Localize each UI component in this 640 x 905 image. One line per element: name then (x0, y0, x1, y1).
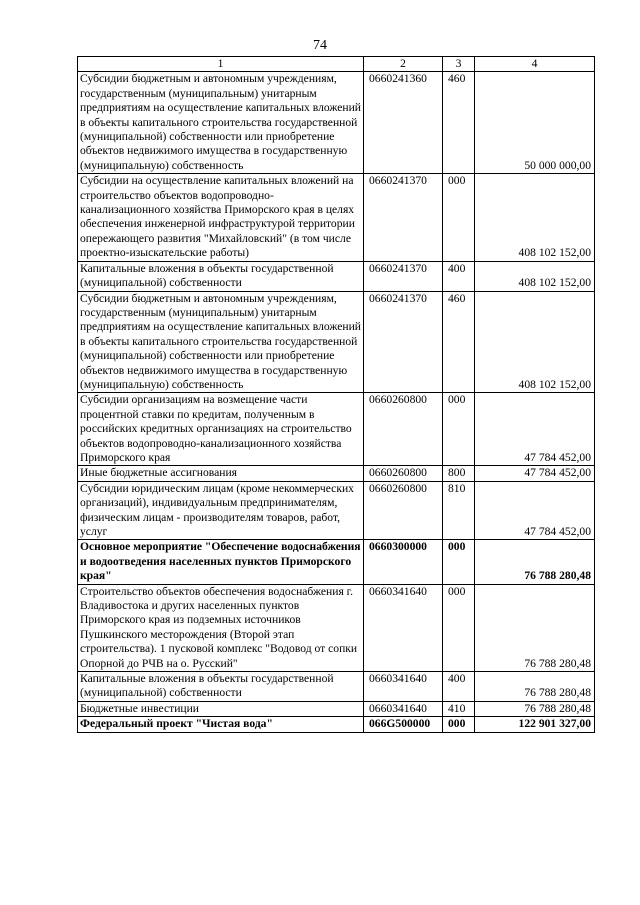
table-row (78, 672, 595, 702)
row-type-cell: 000 (443, 174, 475, 261)
row-code-cell: 0660341640 (364, 584, 443, 671)
column-header-sum: 4 (475, 57, 595, 72)
row-type-cell: 460 (443, 72, 475, 174)
row-sum-cell: 76 788 280,48 (475, 540, 595, 584)
row-sum-cell: 408 102 152,00 (475, 291, 595, 393)
table-row (78, 584, 595, 671)
row-sum-cell: 47 784 452,00 (475, 481, 595, 540)
table-row (78, 261, 595, 291)
row-sum-cell: 76 788 280,48 (475, 672, 595, 702)
row-name-cell: Иные бюджетные ассигнования (78, 466, 364, 481)
row-type-cell: 000 (443, 717, 475, 732)
table-row (78, 540, 595, 584)
budget-table (77, 56, 595, 733)
page-number: 74 (313, 38, 327, 53)
row-name-cell: Капитальные вложения в объекты государственной (муниципальной) собственности (78, 261, 364, 291)
table-row (78, 481, 595, 540)
row-sum-cell: 408 102 152,00 (475, 174, 595, 261)
row-name-cell: Бюджетные инвестиции (78, 701, 364, 716)
row-type-cell: 400 (443, 672, 475, 702)
row-name-cell: Субсидии на осуществление капитальных вложений на строительство объектов водопроводно-канализационного хозяйства Приморского края в целях обеспечения инженерной инфраструктурой территории опережающего развития "Михайловский" (в том числе проектно-изыскательские работы) (78, 174, 364, 261)
row-type-cell: 000 (443, 584, 475, 671)
table-row (78, 466, 595, 481)
row-sum-cell: 408 102 152,00 (475, 261, 595, 291)
row-sum-cell: 76 788 280,48 (475, 701, 595, 716)
row-sum-cell: 50 000 000,00 (475, 72, 595, 174)
row-sum-cell: 47 784 452,00 (475, 393, 595, 466)
column-header-type: 3 (443, 57, 475, 72)
row-code-cell: 0660241370 (364, 291, 443, 393)
column-header-name: 1 (78, 57, 364, 72)
row-code-cell: 0660300000 (364, 540, 443, 584)
row-name-cell: Федеральный проект "Чистая вода" (78, 717, 364, 732)
row-code-cell: 066G500000 (364, 717, 443, 732)
row-type-cell: 000 (443, 393, 475, 466)
row-type-cell: 000 (443, 540, 475, 584)
row-code-cell: 0660260800 (364, 393, 443, 466)
row-name-cell: Субсидии бюджетным и автономным учреждениям, государственным (муниципальным) унитарным предприятиям на осуществление капитальных вложений в объекты капитального строительства государственной (муниципальной) собственности или приобретение объектов недвижимого имущества в государственную (муниципальную) собственность (78, 72, 364, 174)
table-row (78, 701, 595, 716)
row-name-cell: Строительство объектов обеспечения водоснабжения г. Владивостока и других населенных пунктов Приморского края из подземных источников Пушкинского месторождения (Второй этап строительства). 1 пусковой комплекс "Водовод от сопки Опорной до РЧВ на о. Русский" (78, 584, 364, 671)
row-name-cell: Основное мероприятие "Обеспечение водоснабжения и водоотведения населенных пунктов Приморского края" (78, 540, 364, 584)
row-name-cell: Субсидии юридическим лицам (кроме некоммерческих организаций), индивидуальным предпринимателям, физическим лицам - производителям товаров, работ, услуг (78, 481, 364, 540)
row-type-cell: 460 (443, 291, 475, 393)
row-sum-cell: 76 788 280,48 (475, 584, 595, 671)
row-code-cell: 0660341640 (364, 672, 443, 702)
table-row (78, 291, 595, 393)
row-code-cell: 0660260800 (364, 481, 443, 540)
table-row (78, 174, 595, 261)
row-name-cell: Капитальные вложения в объекты государственной (муниципальной) собственности (78, 672, 364, 702)
row-code-cell: 0660241370 (364, 261, 443, 291)
row-sum-cell: 122 901 327,00 (475, 717, 595, 732)
row-type-cell: 800 (443, 466, 475, 481)
row-code-cell: 0660241360 (364, 72, 443, 174)
row-code-cell: 0660341640 (364, 701, 443, 716)
table-row (78, 72, 595, 174)
row-code-cell: 0660241370 (364, 174, 443, 261)
row-name-cell: Субсидии организациям на возмещение части процентной ставки по кредитам, полученным в российских кредитных организациях на строительство объектов водопроводно-канализационного хозяйства Приморского края (78, 393, 364, 466)
row-type-cell: 810 (443, 481, 475, 540)
table-header-row (78, 57, 595, 72)
table-row (78, 393, 595, 466)
row-code-cell: 0660260800 (364, 466, 443, 481)
row-sum-cell: 47 784 452,00 (475, 466, 595, 481)
column-header-code: 2 (364, 57, 443, 72)
row-name-cell: Субсидии бюджетным и автономным учреждениям, государственным (муниципальным) унитарным предприятиям на осуществление капитальных вложений в объекты капитального строительства государственной (муниципальной) собственности или приобретение объектов недвижимого имущества в государственную (муниципальную) собственность (78, 291, 364, 393)
row-type-cell: 410 (443, 701, 475, 716)
row-type-cell: 400 (443, 261, 475, 291)
table-row (78, 717, 595, 732)
